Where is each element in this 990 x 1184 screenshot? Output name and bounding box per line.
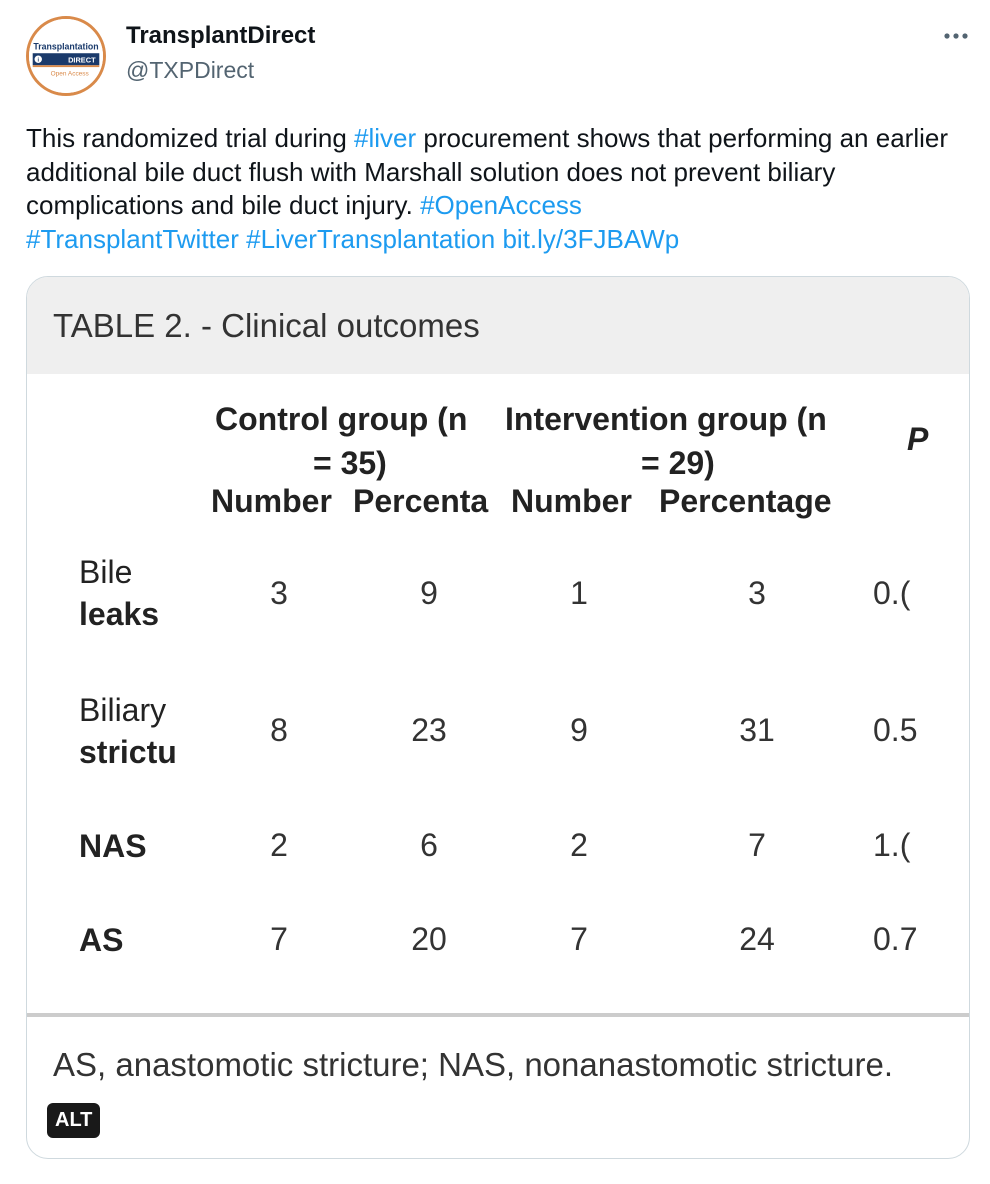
more-horizontal-icon xyxy=(943,32,969,40)
table-cell: 9 xyxy=(420,575,438,611)
hashtag-livertransplantation[interactable]: #LiverTransplantation xyxy=(246,223,496,254)
table-cell: 6 xyxy=(420,827,438,863)
table-cell: 20 xyxy=(411,921,447,957)
table-cell: 7 xyxy=(270,921,288,957)
table-cell: 9 xyxy=(570,712,588,748)
table-cell: 24 xyxy=(739,921,775,957)
avatar[interactable] xyxy=(26,16,106,96)
table-cell: 3 xyxy=(270,575,288,611)
tweet-media-image[interactable] xyxy=(26,276,970,1159)
logo-text-bottom: Open Access xyxy=(50,70,89,78)
tweet-text xyxy=(26,122,966,256)
hashtag-transplanttwitter[interactable]: #TransplantTwitter xyxy=(26,223,239,254)
hashtag-liver[interactable]: #liver xyxy=(354,123,417,153)
row-label-biliary-stricture: Biliary strictu xyxy=(79,692,177,770)
tweet-text-part: procurement shows that performing an earlier additional bile duct flush with Marshall solution does not prevent biliary complications and bile duct injury. xyxy=(26,123,948,220)
header-percent-control: Percenta xyxy=(353,483,489,519)
table-cell: 31 xyxy=(739,712,775,748)
header-number-control: Number xyxy=(211,483,332,519)
table-cell: 1.( xyxy=(873,827,911,863)
table-cell: 7 xyxy=(570,921,588,957)
header-control-n: = 35) xyxy=(313,445,387,481)
user-handle[interactable]: @TXPDirect xyxy=(126,57,255,83)
tweet-link-url[interactable]: bit.ly/3FJBAWp xyxy=(502,223,680,254)
header-number-intervention: Number xyxy=(511,483,632,519)
hashtag-openaccess[interactable]: #OpenAccess xyxy=(420,190,582,220)
display-name[interactable]: TransplantDirect xyxy=(126,22,316,49)
table-cell: 0.7 xyxy=(873,921,918,957)
table-cell: 23 xyxy=(411,712,447,748)
more-options-button[interactable] xyxy=(940,20,972,52)
alt-text-button[interactable]: ALT xyxy=(47,1103,100,1138)
tweet-text-part: This randomized trial during xyxy=(26,123,355,153)
header-percent-intervention: Percentage xyxy=(659,483,832,519)
transplant-direct-logo xyxy=(29,19,103,93)
table-cell: 0.( xyxy=(873,575,911,611)
table-cell: 8 xyxy=(270,712,288,748)
svg-text:i: i xyxy=(37,57,40,64)
table-divider xyxy=(27,1013,969,1017)
row-label-bile-leaks: Bile leaks xyxy=(79,554,160,632)
header-p-value: P xyxy=(907,421,929,457)
header-control-group: Control group (n xyxy=(215,401,468,437)
table-footnote: AS, anastomotic stricture; NAS, nonanastomotic stricture. xyxy=(53,1046,894,1083)
table-cell: 2 xyxy=(270,827,288,863)
header-intervention-n: = 29) xyxy=(641,445,715,481)
row-label-as: AS xyxy=(79,922,124,958)
table-cell: 3 xyxy=(748,575,766,611)
header-intervention-group: Intervention group (n xyxy=(505,401,827,437)
table-cell: 7 xyxy=(748,827,766,863)
logo-text-mid: DIRECT xyxy=(68,55,96,65)
table-title: TABLE 2. - Clinical outcomes xyxy=(53,307,480,344)
table-cell: 2 xyxy=(570,827,588,863)
table-cell: 0.5 xyxy=(873,712,918,748)
row-label-nas: NAS xyxy=(79,828,147,864)
table-cell: 1 xyxy=(570,575,588,611)
table-title-bar xyxy=(27,277,969,374)
logo-text-top: Transplantation xyxy=(33,41,99,52)
